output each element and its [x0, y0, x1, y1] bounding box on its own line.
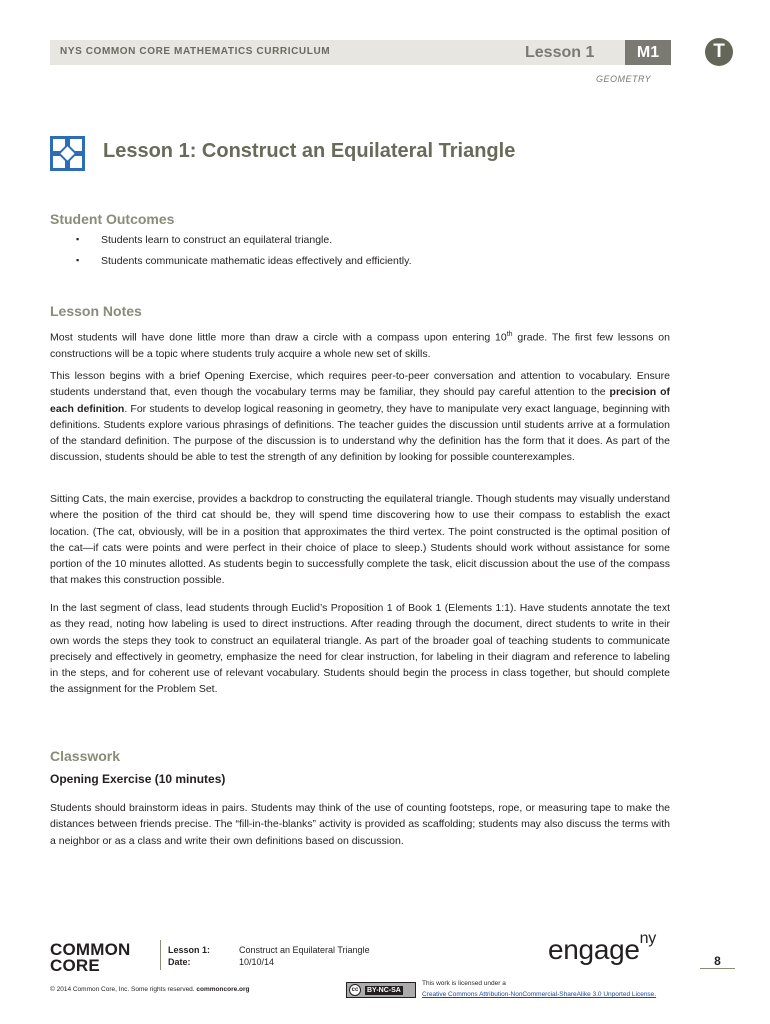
cc-badge-text: BY-NC-SA	[367, 987, 401, 994]
classwork-paragraph: Students should brainstorm ideas in pairs. Students may think of the use of counting footsteps, rope, or measuring tape to make the distances between friends precise. The “fill-in-the-blanks” activity is provided as scaffolding; students may also discuss the terms with a neighbor or as a class and write their own definitions based on discussion.	[50, 802, 670, 847]
lesson-icon	[50, 136, 85, 171]
bullet-icon: ▪	[76, 255, 80, 265]
page-number: 8	[714, 954, 721, 968]
teacher-badge: T	[705, 38, 733, 66]
engageny-logo: engage$^{ny}$	[548, 929, 656, 965]
page-number-rule	[700, 968, 735, 969]
cc-license-badge[interactable]	[346, 982, 416, 998]
curriculum-label: NYS COMMON CORE MATHEMATICS CURRICULUM	[60, 46, 331, 57]
outcome-item: Students learn to construct an equilateral triangle.	[101, 234, 333, 246]
lesson-notes-heading: Lesson Notes	[50, 303, 142, 319]
opening-exercise-heading: Opening Exercise (10 minutes)	[50, 772, 226, 786]
lesson-notes-paragraph: Sitting Cats, the main exercise, provides a backdrop to constructing the equilateral triangle. Though students may visually understand where the position of the third cat should be, they will spend time discovering how to use their compass to establish the exact location. (The cat, obviously, will be in a position that approximates the third vertex. The point constructed is the optimal position of the cat—if cats were points and were perfect in their choice of place to sleep.) Students should work without assistance for some portion of the 10 minutes allotted. As students begin to successfully complete the task, elicit discussion about the use of the compass that makes this construction possible.	[50, 493, 670, 587]
lesson-label: Lesson 1	[525, 44, 595, 61]
footer-lesson-value: Construct an Equilateral Triangle	[239, 945, 370, 955]
footer-date-label: Date:	[168, 957, 191, 967]
lesson-notes-paragraph: In the last segment of class, lead students through Euclid’s Proposition 1 of Book 1 (Elements 1:1). Have students annotate the text as they read, noting how labeling is used to direct instructions. After reading through the document, direct students to write in their own words the steps they took to construct an equilateral triangle. As part of the broader goal of teaching students to communicate precisely and effectively in geometry, emphasize the need for clear instruction, for labeling in their diagram and reference to labeling in the steps, and for coherent use of relevant vocabulary. Students should begin the process in class together, but should complete the assignment for the Problem Set.	[50, 602, 670, 696]
course-label: GEOMETRY	[596, 74, 652, 84]
module-badge: M1	[625, 40, 671, 65]
footer-divider	[160, 940, 161, 970]
bullet-icon: ▪	[76, 234, 80, 244]
license-text: This work is licensed under a	[422, 980, 506, 987]
student-outcomes-heading: Student Outcomes	[50, 211, 175, 227]
lesson-notes-paragraph: Most students will have done little more than draw a circle with a compass upon entering 10th grade. The first few lessons on constructions will be a topic where students truly acquire a whole new set of skills.	[50, 331, 670, 360]
lesson-notes-paragraph: This lesson begins with a brief Opening Exercise, which requires peer-to-peer conversation and attention to vocabulary. Ensure students understand that, even though the vocabulary terms may be familiar, they should pay careful attention to the precision of each definition. For students to develop logical reasoning in geometry, they have to manipulate very exact language, beginning with definitions. Students explore various phrasings of definitions. The teacher guides the discussion until students arrive at a formulation of the standard definition. The purpose of the discussion is to understand why the definition has the form that it does. As part of the discussion, students should be able to test the strength of any definition by looking for possible counterexamples.	[50, 370, 671, 464]
commoncore-link[interactable]: commoncore.org	[196, 986, 250, 993]
cc-icon: cc	[349, 984, 361, 996]
footer-lesson-label: Lesson 1:	[168, 945, 211, 955]
license-link[interactable]: Creative Commons Attribution-NonCommercial-ShareAlike 3.0 Unported License.	[422, 991, 657, 998]
footer-date-value: 10/10/14	[239, 957, 275, 967]
lesson-title: Lesson 1: Construct an Equilateral Triangle	[103, 140, 516, 162]
copyright-notice: © 2014 Common Core, Inc. Some rights reserved. commoncore.org	[50, 986, 250, 993]
common-core-logo: COMMON CORE	[50, 940, 131, 975]
outcome-item: Students communicate mathematic ideas effectively and efficiently.	[101, 255, 412, 267]
precision-definition-emphasis: precision of each definition	[50, 386, 670, 415]
classwork-heading: Classwork	[50, 748, 121, 764]
